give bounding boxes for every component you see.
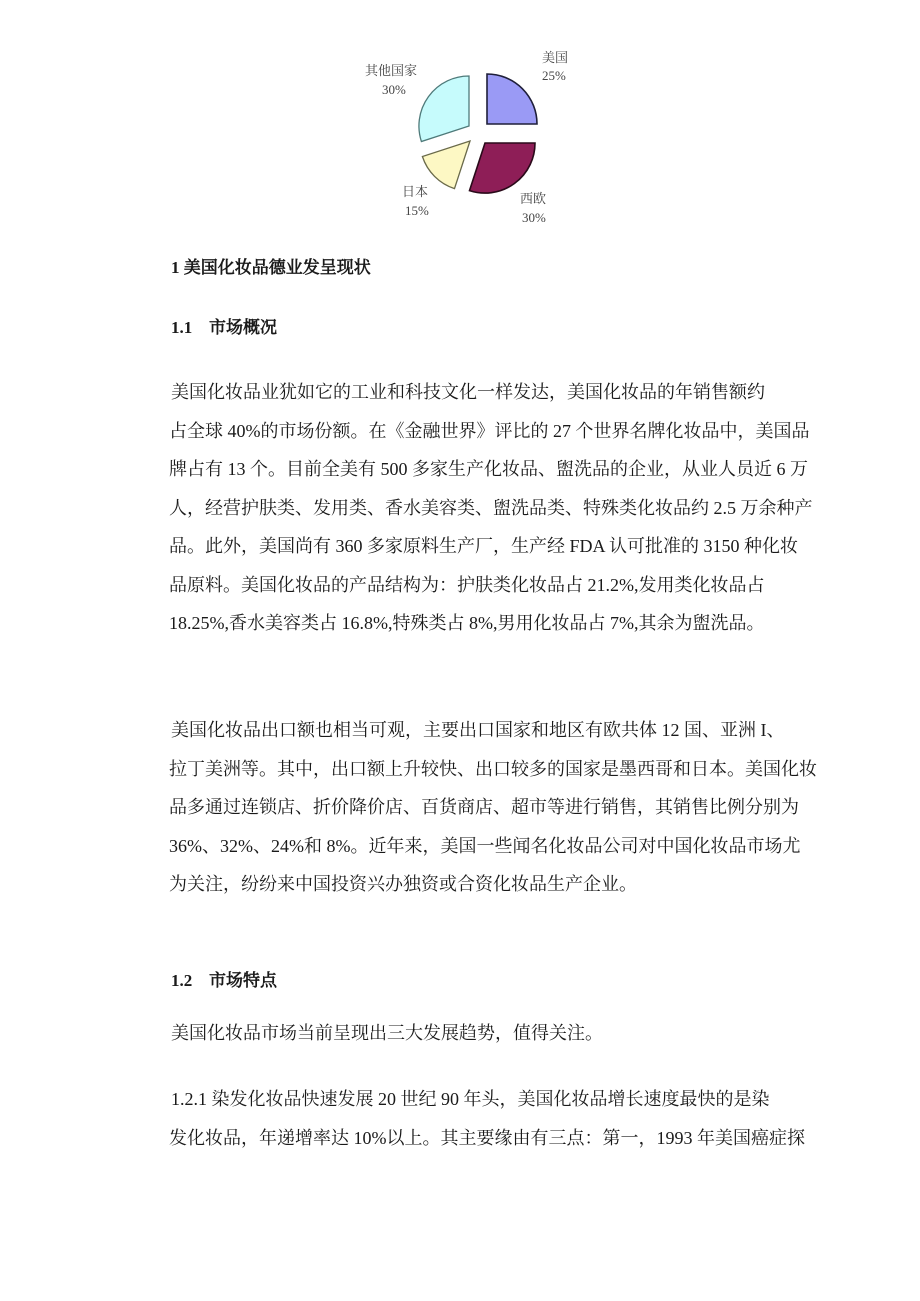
text-line: 人，经营护肤类、发用类、香水美容类、盥洗品类、特殊类化妆品约 2.5 万余种产 [169,497,813,518]
text-line: 品原料。美国化妆品的产品结构为：护肤类化妆品占 21.2%,发用类化妆品占 [169,574,765,595]
value-others: 30% [382,82,406,97]
value-japan: 15% [405,203,429,218]
text-line: 36%、32%、24%和 8%。近年来，美国一些闻名化妆品公司对中国化妆品市场尤 [169,835,801,856]
value-western-europe: 30% [522,210,546,225]
text-line: 占全球 40%的市场份额。在《金融世界》评比的 27 个世界名牌化妆品中，美国品 [169,420,810,441]
pie-slice-japan [422,141,470,189]
text-line: 品。此外，美国尚有 360 多家原料生产厂，生产经 FDA 认可批准的 3150 种化妆 [169,536,799,556]
section-number: 1.1 [171,318,193,337]
heading-1: 1 美国化妆品德业发呈现状 [171,258,371,277]
paragraph-hair-dye [169,1080,805,1157]
paragraph-market-overview [169,373,813,643]
value-usa: 25% [542,68,566,83]
text-line: 18.25%,香水美容类占 16.8%,特殊类占 8%,男用化妆品占 7%,其余为盥洗品。 [169,613,765,633]
section-heading-1-1 [171,313,277,338]
pie-slice-western-europe [470,143,536,193]
label-usa: 美国 [542,50,569,65]
text-line: 发化妆品，年递增率达 10%以上。其主要缘由有三点：第一，1993 年美国癌症探 [169,1127,805,1148]
text-line: 品多通过连锁店、折价降价店、百货商店、超市等进行销售，其销售比例分别为 [169,797,799,817]
label-others: 其他国家 [365,63,418,78]
text-line: 美国化妆品出口额也相当可观，主要出口国家和地区有欧共体 12 国、亚洲 I、 [171,720,785,740]
pie-slice-others [419,76,469,142]
text-line: 1.2.1 染发化妆品快速发展 20 世纪 90 年头，美国化妆品增长速度最快的是染 [171,1089,770,1109]
label-western-europe: 西欧 [520,191,547,206]
text-line: 美国化妆品业犹如它的工业和科技文化一样发达，美国化妆品的年销售额约 [171,382,765,402]
label-japan: 日本 [402,184,429,199]
market-share-pie-chart [340,0,600,240]
section-title: 市场特点 [209,971,277,990]
text-line: 美国化妆品市场当前呈现出三大发展趋势，值得关注。 [171,1023,603,1043]
paragraph-exports [169,711,817,904]
section-title: 市场概况 [209,318,277,337]
text-line: 牌占有 13 个。目前全美有 500 多家生产化妆品、盥洗品的企业，从业人员近 6 万 [169,459,808,479]
text-line: 拉丁美洲等。其中，出口额上升较快、出口较多的国家是墨西哥和日本。美国化妆 [169,758,817,779]
section-heading-1-2 [171,966,277,991]
paragraph-trends-intro [171,1014,801,1053]
section-number: 1.2 [171,971,193,990]
pie-slice-usa [487,74,537,124]
text-line: 为关注，纷纷来中国投资兴办独资或合资化妆品生产企业。 [169,874,637,894]
